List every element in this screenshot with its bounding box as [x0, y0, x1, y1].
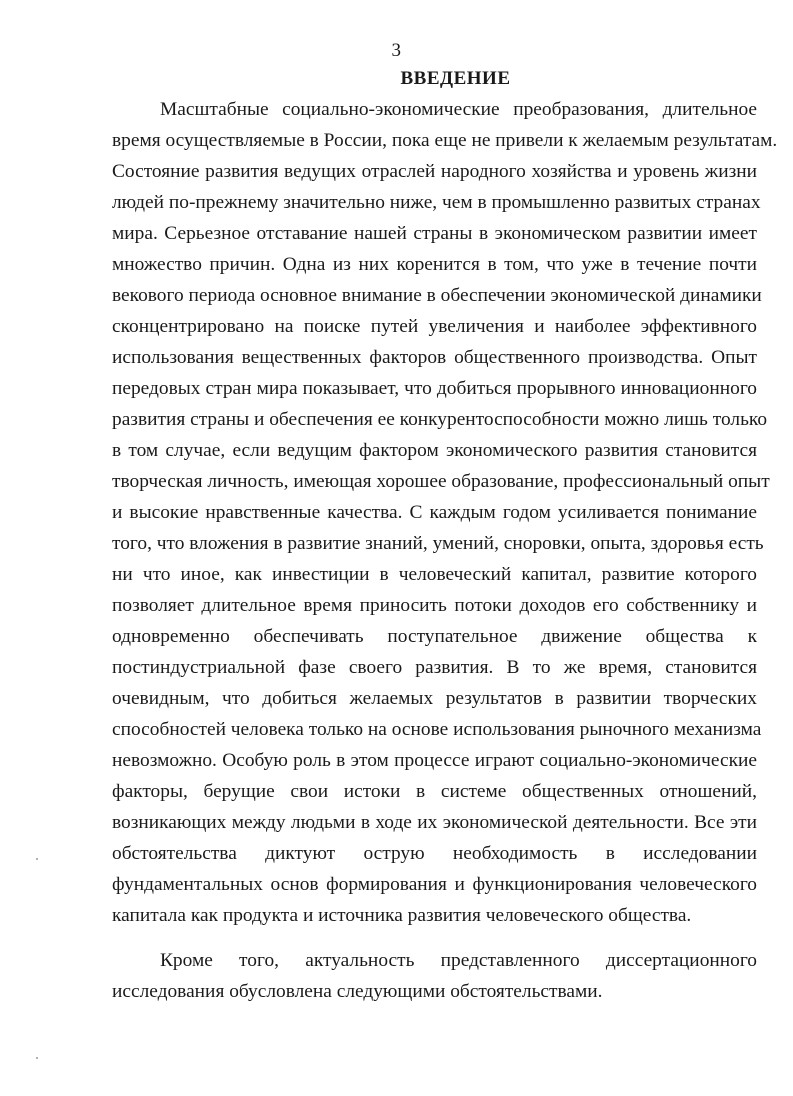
text-line: того, что вложения в развитие знаний, умений, сноровки, опыта, здоровья есть [112, 533, 764, 554]
text-line: постиндустриальной фазе своего развития. В то же время, становится [112, 657, 757, 678]
text-line: очевидным, что добиться желаемых результатов в развитии творческих [112, 688, 757, 709]
section-title: ВВЕДЕНИЕ [400, 68, 511, 89]
text-line: исследования обусловлена следующими обстоятельствами. [112, 981, 603, 1002]
text-line: обстоятельства диктуют острую необходимость в исследовании [112, 843, 757, 864]
text-line: Кроме того, актуальность представленного диссертационного [160, 950, 757, 971]
page-number: 3 [391, 40, 402, 61]
text-line: множество причин. Одна из них коренится в том, что уже в течение почти [112, 254, 757, 275]
text-line: фундаментальных основ формирования и функционирования человеческого [112, 874, 757, 895]
text-line: одновременно обеспечивать поступательное движение общества к [112, 626, 757, 647]
text-line: невозможно. Особую роль в этом процессе играют социально-экономические [112, 750, 757, 771]
text-line: творческая личность, имеющая хорошее образование, профессиональный опыт [112, 471, 770, 492]
text-line: позволяет длительное время приносить потоки доходов его собственнику и [112, 595, 757, 616]
text-line: людей по-прежнему значительно ниже, чем в промышленно развитых странах [112, 192, 761, 213]
text-line: время осуществляемые в России, пока еще не привели к желаемым результатам. [112, 130, 778, 151]
text-line: и высокие нравственные качества. С каждым годом усиливается понимание [112, 502, 757, 523]
text-line: векового периода основное внимание в обеспечении экономической динамики [112, 285, 762, 306]
paragraph-1 [112, 94, 778, 931]
text-line: Состояние развития ведущих отраслей народного хозяйства и уровень жизни [112, 161, 757, 182]
text-line: передовых стран мира показывает, что добиться прорывного инновационного [112, 378, 757, 399]
text-line: развития страны и обеспечения ее конкурентоспособности можно лишь только [112, 409, 768, 430]
scan-speck [36, 1057, 38, 1059]
text-line: ни что иное, как инвестиции в человеческий капитал, развитие которого [112, 564, 757, 585]
paragraph-2 [112, 945, 757, 1007]
text-line: возникающих между людьми в ходе их экономической деятельности. Все эти [112, 812, 757, 833]
scan-speck [36, 858, 38, 860]
text-line: капитала как продукта и источника развития человеческого общества. [112, 905, 692, 926]
text-line: мира. Серьезное отставание нашей страны в экономическом развитии имеет [112, 223, 757, 244]
text-line: в том случае, если ведущим фактором экономического развития становится [112, 440, 757, 461]
text-line: использования вещественных факторов общественного производства. Опыт [112, 347, 757, 368]
text-line: способностей человека только на основе использования рыночного механизма [112, 719, 762, 740]
text-line: сконцентрировано на поиске путей увеличения и наиболее эффективного [112, 316, 757, 337]
text-line: Масштабные социально-экономические преобразования, длительное [160, 99, 757, 120]
text-line: факторы, берущие свои истоки в системе общественных отношений, [112, 781, 757, 802]
